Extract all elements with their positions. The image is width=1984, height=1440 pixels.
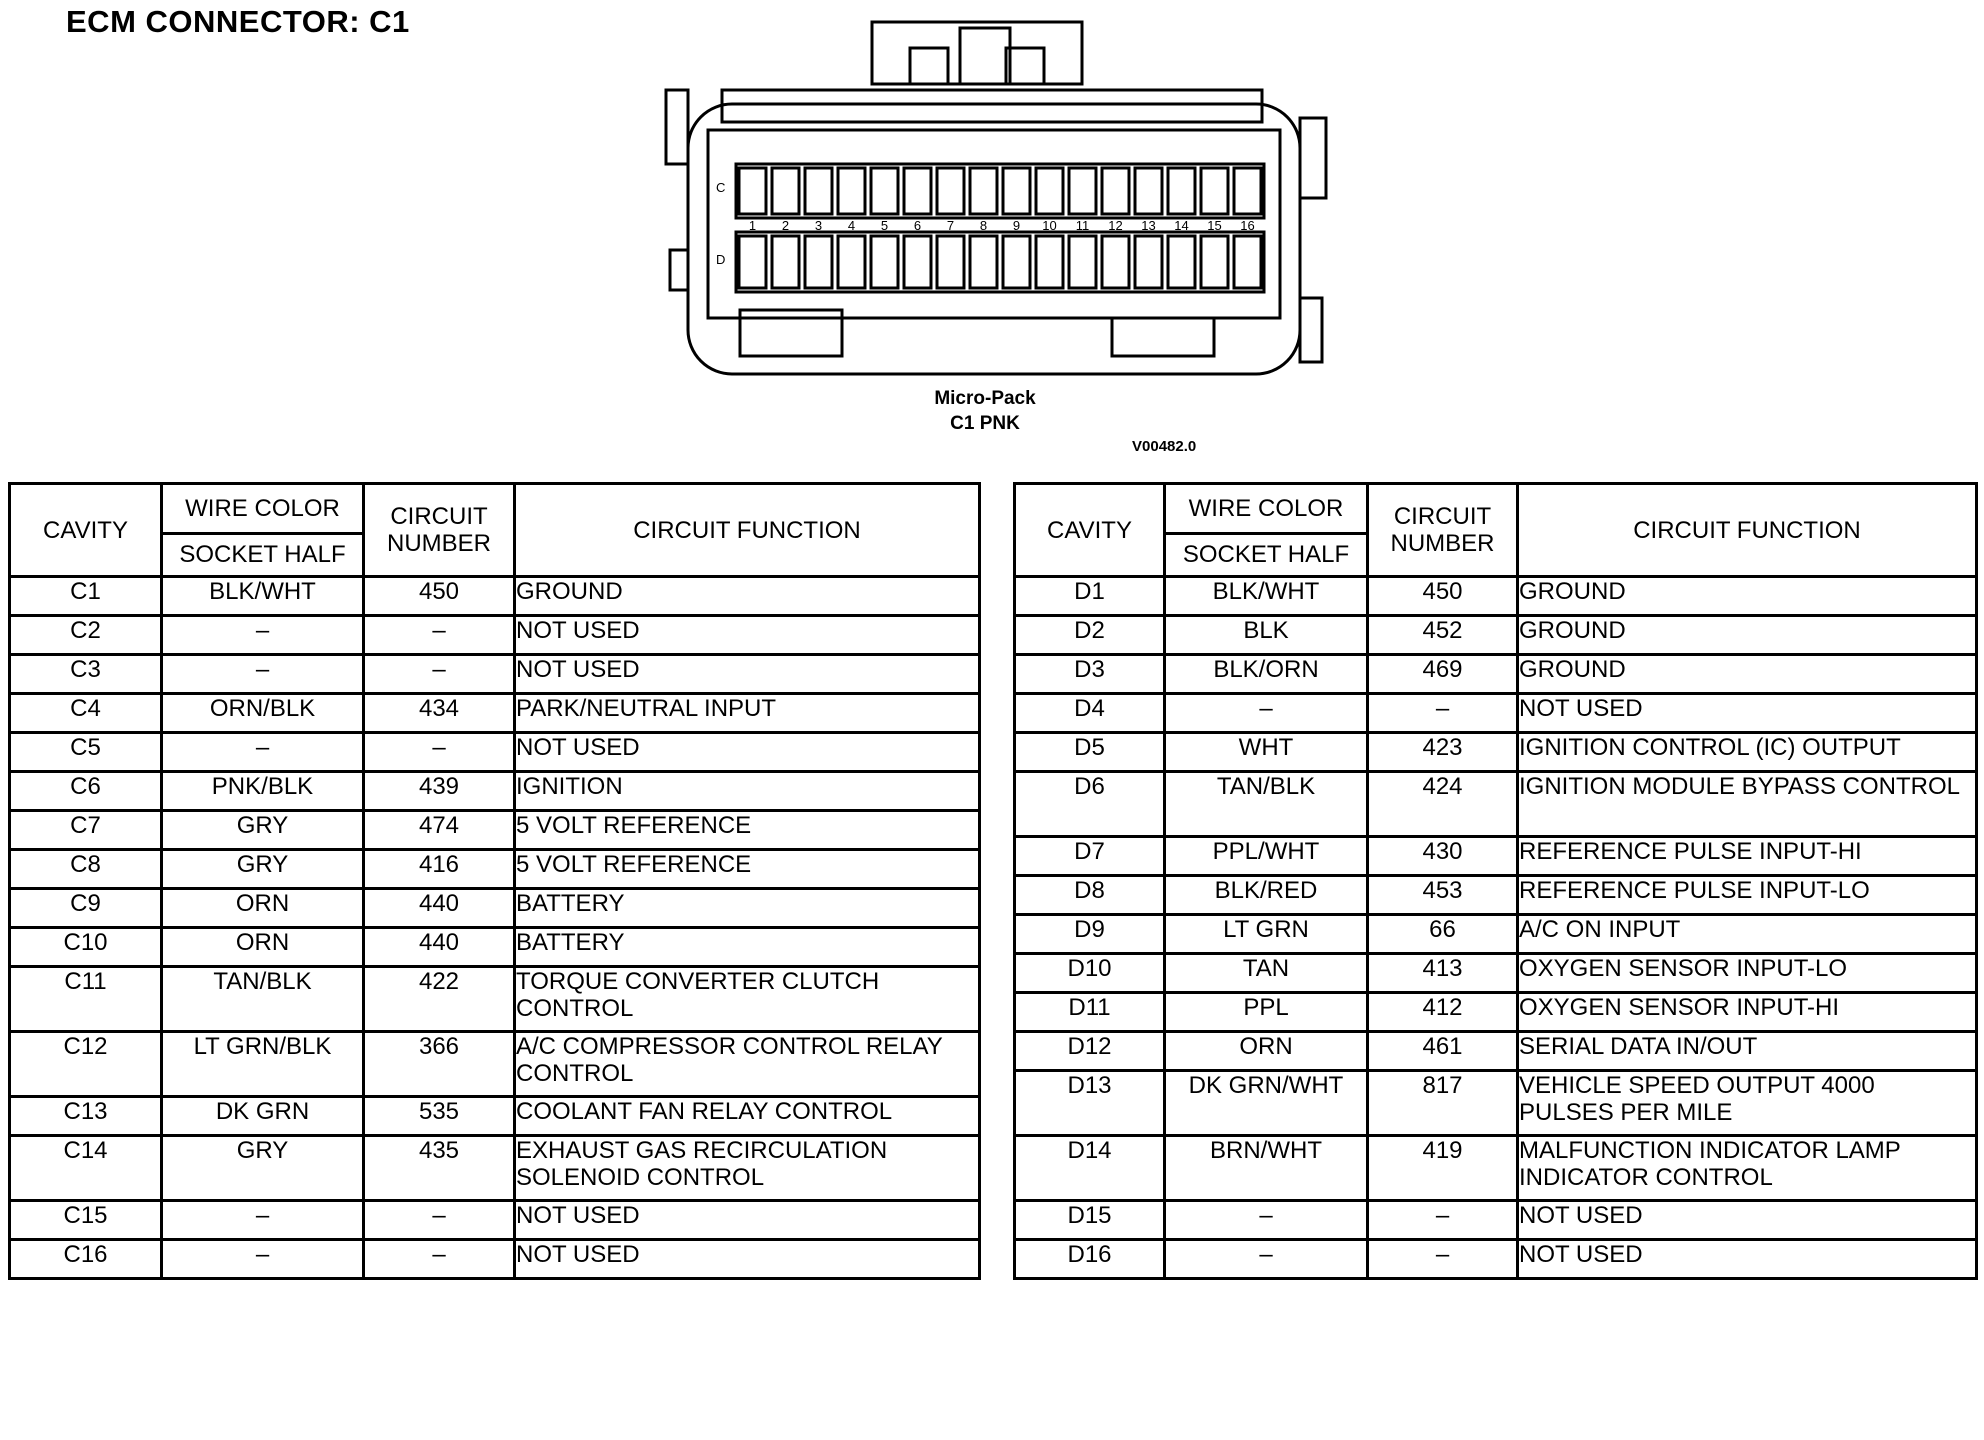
circuit-number-cell: 469	[1368, 655, 1518, 694]
table-row	[10, 1097, 980, 1136]
circuit-number-cell: 439	[364, 772, 515, 811]
circuit-number-cell: –	[1368, 1201, 1518, 1240]
cavity-cell: D8	[1015, 876, 1165, 915]
wire-color-cell: –	[162, 655, 364, 694]
wire-color-cell: –	[1165, 1201, 1368, 1240]
cavity-c	[904, 168, 931, 214]
table-row	[1015, 876, 1977, 915]
cavity-d	[1003, 236, 1030, 288]
circuit-number-cell: 817	[1368, 1071, 1518, 1136]
cavity-cell: D11	[1015, 993, 1165, 1032]
circuit-function-cell: BATTERY	[515, 889, 980, 928]
wire-color-cell: ORN/BLK	[162, 694, 364, 733]
wire-color-cell: GRY	[162, 1136, 364, 1201]
header-circuit-number-line1: CIRCUIT	[390, 503, 488, 530]
circuit-number-cell: 453	[1368, 876, 1518, 915]
cavity-d	[772, 236, 799, 288]
cavity-d	[1135, 236, 1162, 288]
cavity-c	[805, 168, 832, 214]
pinout-table-c	[8, 482, 981, 1280]
circuit-function-cell: NOT USED	[1518, 1201, 1977, 1240]
table-row	[10, 1032, 980, 1097]
row-label-c: C	[716, 180, 726, 195]
cavity-c	[1036, 168, 1063, 214]
table-row	[10, 889, 980, 928]
wire-color-cell: BLK/WHT	[162, 577, 364, 616]
circuit-function-cell: GROUND	[515, 577, 980, 616]
cavity-cell: C7	[10, 811, 162, 850]
cavity-d	[970, 236, 997, 288]
cavity-d	[1234, 236, 1261, 288]
header-circuit-function: CIRCUIT FUNCTION	[515, 484, 980, 577]
table-row	[10, 928, 980, 967]
wire-color-cell: LT GRN	[1165, 915, 1368, 954]
circuit-function-cell: GROUND	[1518, 616, 1977, 655]
cavity-d	[1036, 236, 1063, 288]
cavity-c	[1135, 168, 1162, 214]
cavity-c	[772, 168, 799, 214]
header-socket-half: SOCKET HALF	[1165, 533, 1368, 576]
cavity-c	[1201, 168, 1228, 214]
circuit-function-cell: REFERENCE PULSE INPUT-HI	[1518, 837, 1977, 876]
connector-caption	[880, 386, 1090, 436]
header-cavity: CAVITY	[1015, 484, 1165, 577]
cavity-d	[838, 236, 865, 288]
table-row	[1015, 577, 1977, 616]
header-circuit-number-line2: NUMBER	[1390, 530, 1495, 557]
circuit-number-cell: 474	[364, 811, 515, 850]
circuit-number-cell: 413	[1368, 954, 1518, 993]
wire-color-cell: BLK/WHT	[1165, 577, 1368, 616]
pin-number: 6	[913, 218, 922, 233]
cavity-cell: D16	[1015, 1240, 1165, 1279]
cavity-cell: C16	[10, 1240, 162, 1279]
wire-color-cell: ORN	[162, 928, 364, 967]
connector-body	[688, 104, 1300, 374]
table-row	[1015, 772, 1977, 837]
circuit-number-cell: 423	[1368, 733, 1518, 772]
pin-number: 12	[1108, 218, 1123, 233]
circuit-function-cell: IGNITION	[515, 772, 980, 811]
wire-color-cell: DK GRN	[162, 1097, 364, 1136]
cavity-d	[1201, 236, 1228, 288]
circuit-number-cell: 424	[1368, 772, 1518, 837]
cavity-cell: D1	[1015, 577, 1165, 616]
cavity-cell: C14	[10, 1136, 162, 1201]
circuit-number-cell: –	[364, 733, 515, 772]
pinout-rows-c	[10, 577, 980, 1279]
circuit-function-cell: A/C ON INPUT	[1518, 915, 1977, 954]
table-row	[10, 1240, 980, 1279]
pin-number: 13	[1141, 218, 1156, 233]
table-row	[1015, 616, 1977, 655]
header-circuit-number	[1368, 484, 1518, 577]
cavity-d	[937, 236, 964, 288]
circuit-number-cell: 440	[364, 889, 515, 928]
circuit-function-cell: OXYGEN SENSOR INPUT-LO	[1518, 954, 1977, 993]
circuit-number-cell: 535	[364, 1097, 515, 1136]
wire-color-cell: LT GRN/BLK	[162, 1032, 364, 1097]
cavity-row-d-cells	[739, 236, 1261, 288]
circuit-number-cell: 416	[364, 850, 515, 889]
circuit-function-cell: IGNITION CONTROL (IC) OUTPUT	[1518, 733, 1977, 772]
pin-number: 5	[880, 218, 889, 233]
table-row	[1015, 993, 1977, 1032]
table-row	[10, 616, 980, 655]
circuit-number-cell: 461	[1368, 1032, 1518, 1071]
cavity-cell: D9	[1015, 915, 1165, 954]
circuit-number-cell: –	[364, 1201, 515, 1240]
cavity-c	[871, 168, 898, 214]
circuit-number-cell: 434	[364, 694, 515, 733]
cavity-c	[1069, 168, 1096, 214]
pin-number: 16	[1240, 218, 1255, 233]
wire-color-cell: BLK	[1165, 616, 1368, 655]
row-label-d: D	[716, 252, 726, 267]
circuit-function-cell: TORQUE CONVERTER CLUTCH CONTROL	[515, 967, 980, 1032]
table-row	[1015, 1201, 1977, 1240]
page-title: ECM CONNECTOR: C1	[66, 4, 410, 39]
cavity-cell: D2	[1015, 616, 1165, 655]
cavity-cell: D13	[1015, 1071, 1165, 1136]
cavity-d	[904, 236, 931, 288]
table-row	[10, 850, 980, 889]
pin-number: 9	[1012, 218, 1021, 233]
header-cavity: CAVITY	[10, 484, 162, 577]
cavity-cell: D10	[1015, 954, 1165, 993]
cavity-d	[1102, 236, 1129, 288]
wire-color-cell: –	[162, 733, 364, 772]
circuit-number-cell: –	[364, 655, 515, 694]
wire-color-cell: –	[1165, 694, 1368, 733]
table-row	[10, 967, 980, 1032]
circuit-function-cell: REFERENCE PULSE INPUT-LO	[1518, 876, 1977, 915]
circuit-function-cell: GROUND	[1518, 577, 1977, 616]
wire-color-cell: PPL	[1165, 993, 1368, 1032]
cavity-c	[1234, 168, 1261, 214]
wire-color-cell: –	[162, 616, 364, 655]
cavity-c	[937, 168, 964, 214]
cavity-d	[739, 236, 766, 288]
figure-id: V00482.0	[1132, 438, 1197, 455]
circuit-number-cell: 452	[1368, 616, 1518, 655]
wire-color-cell: GRY	[162, 850, 364, 889]
cavity-cell: C4	[10, 694, 162, 733]
circuit-function-cell: NOT USED	[515, 1201, 980, 1240]
cavity-cell: C15	[10, 1201, 162, 1240]
cavity-cell: C6	[10, 772, 162, 811]
connector-diagram	[660, 18, 1340, 378]
pin-number: 14	[1174, 218, 1189, 233]
pin-number: 11	[1075, 218, 1090, 233]
cavity-d	[805, 236, 832, 288]
connector-color: C1 PNK	[950, 413, 1020, 434]
cavity-cell: C13	[10, 1097, 162, 1136]
table-row	[10, 1136, 980, 1201]
connector-name: Micro-Pack	[934, 388, 1036, 409]
circuit-number-cell: 422	[364, 967, 515, 1032]
table-row	[1015, 1032, 1977, 1071]
circuit-number-cell: 366	[364, 1032, 515, 1097]
cavity-d	[1168, 236, 1195, 288]
table-row	[1015, 1071, 1977, 1136]
pin-number: 1	[748, 218, 757, 233]
cavity-cell: D7	[1015, 837, 1165, 876]
table-row	[1015, 1240, 1977, 1279]
cavity-cell: D5	[1015, 733, 1165, 772]
circuit-number-cell: 440	[364, 928, 515, 967]
circuit-function-cell: MALFUNCTION INDICATOR LAMP INDICATOR CONTROL	[1518, 1136, 1977, 1201]
circuit-function-cell: NOT USED	[515, 655, 980, 694]
wire-color-cell: BRN/WHT	[1165, 1136, 1368, 1201]
cavity-cell: D14	[1015, 1136, 1165, 1201]
pin-number: 4	[847, 218, 856, 233]
table-row	[1015, 1136, 1977, 1201]
wire-color-cell: BLK/ORN	[1165, 655, 1368, 694]
circuit-number-cell: 435	[364, 1136, 515, 1201]
cavity-d	[871, 236, 898, 288]
table-row	[10, 655, 980, 694]
circuit-function-cell: EXHAUST GAS RECIRCULATION SOLENOID CONTROL	[515, 1136, 980, 1201]
cavity-cell: C9	[10, 889, 162, 928]
circuit-function-cell: GROUND	[1518, 655, 1977, 694]
circuit-number-cell: 66	[1368, 915, 1518, 954]
cavity-row-c-cells	[739, 168, 1261, 214]
cavity-cell: C8	[10, 850, 162, 889]
table-row	[1015, 655, 1977, 694]
circuit-function-cell: NOT USED	[1518, 1240, 1977, 1279]
pinout-rows-d	[1015, 577, 1977, 1279]
cavity-cell: C11	[10, 967, 162, 1032]
wire-color-cell: ORN	[162, 889, 364, 928]
circuit-function-cell: IGNITION MODULE BYPASS CONTROL	[1518, 772, 1977, 837]
header-socket-half: SOCKET HALF	[162, 533, 364, 576]
circuit-number-cell: –	[1368, 1240, 1518, 1279]
table-row	[1015, 694, 1977, 733]
wire-color-cell: –	[1165, 1240, 1368, 1279]
connector-top-latch	[872, 22, 1082, 84]
header-circuit-number-line2: NUMBER	[386, 530, 491, 557]
circuit-function-cell: OXYGEN SENSOR INPUT-HI	[1518, 993, 1977, 1032]
table-row	[10, 1201, 980, 1240]
wire-color-cell: GRY	[162, 811, 364, 850]
wire-color-cell: TAN/BLK	[1165, 772, 1368, 837]
cavity-c	[838, 168, 865, 214]
circuit-number-cell: 450	[364, 577, 515, 616]
pin-number: 2	[781, 218, 790, 233]
header-circuit-function: CIRCUIT FUNCTION	[1518, 484, 1977, 577]
wire-color-cell: –	[162, 1240, 364, 1279]
wire-color-cell: TAN/BLK	[162, 967, 364, 1032]
wire-color-cell: –	[162, 1201, 364, 1240]
header-wire-color: WIRE COLOR	[1165, 484, 1368, 534]
wire-color-cell: TAN	[1165, 954, 1368, 993]
cavity-cell: D6	[1015, 772, 1165, 837]
wire-color-cell: WHT	[1165, 733, 1368, 772]
pinout-table-d	[1013, 482, 1978, 1280]
wire-color-cell: ORN	[1165, 1032, 1368, 1071]
circuit-function-cell: VEHICLE SPEED OUTPUT 4000 PULSES PER MILE	[1518, 1071, 1977, 1136]
pin-number: 8	[979, 218, 988, 233]
table-row	[10, 772, 980, 811]
circuit-number-cell: 450	[1368, 577, 1518, 616]
circuit-function-cell: BATTERY	[515, 928, 980, 967]
circuit-function-cell: NOT USED	[515, 1240, 980, 1279]
wire-color-cell: DK GRN/WHT	[1165, 1071, 1368, 1136]
table-row	[1015, 733, 1977, 772]
table-row	[10, 694, 980, 733]
cavity-d	[1069, 236, 1096, 288]
table-row	[1015, 915, 1977, 954]
cavity-c	[1102, 168, 1129, 214]
cavity-cell: C10	[10, 928, 162, 967]
cavity-cell: C2	[10, 616, 162, 655]
circuit-function-cell: 5 VOLT REFERENCE	[515, 850, 980, 889]
wire-color-cell: BLK/RED	[1165, 876, 1368, 915]
wire-color-cell: PPL/WHT	[1165, 837, 1368, 876]
circuit-number-cell: 419	[1368, 1136, 1518, 1201]
circuit-number-cell: 412	[1368, 993, 1518, 1032]
cavity-c	[1168, 168, 1195, 214]
cavity-cell: C3	[10, 655, 162, 694]
cavity-c	[739, 168, 766, 214]
circuit-function-cell: A/C COMPRESSOR CONTROL RELAY CONTROL	[515, 1032, 980, 1097]
header-circuit-number-line1: CIRCUIT	[1393, 503, 1492, 530]
cavity-row-c	[736, 164, 1264, 218]
table-row	[1015, 954, 1977, 993]
circuit-function-cell: NOT USED	[1518, 694, 1977, 733]
cavity-c	[1003, 168, 1030, 214]
cavity-cell: C1	[10, 577, 162, 616]
header-circuit-number	[364, 484, 515, 577]
wire-color-cell: PNK/BLK	[162, 772, 364, 811]
circuit-function-cell: COOLANT FAN RELAY CONTROL	[515, 1097, 980, 1136]
cavity-cell: C12	[10, 1032, 162, 1097]
circuit-function-cell: SERIAL DATA IN/OUT	[1518, 1032, 1977, 1071]
circuit-function-cell: NOT USED	[515, 616, 980, 655]
circuit-number-cell: –	[364, 616, 515, 655]
cavity-cell: D4	[1015, 694, 1165, 733]
header-wire-color: WIRE COLOR	[162, 484, 364, 534]
cavity-cell: D15	[1015, 1201, 1165, 1240]
cavity-cell: C5	[10, 733, 162, 772]
circuit-function-cell: NOT USED	[515, 733, 980, 772]
cavity-c	[970, 168, 997, 214]
pin-number: 7	[946, 218, 955, 233]
table-row	[10, 733, 980, 772]
pin-number: 3	[814, 218, 823, 233]
circuit-number-cell: –	[364, 1240, 515, 1279]
pin-number: 15	[1207, 218, 1222, 233]
table-row	[10, 577, 980, 616]
circuit-function-cell: 5 VOLT REFERENCE	[515, 811, 980, 850]
connector-lock-right	[1112, 318, 1214, 356]
table-row	[1015, 837, 1977, 876]
pin-number: 10	[1042, 218, 1057, 233]
cavity-row-d	[736, 232, 1264, 292]
table-row	[10, 811, 980, 850]
circuit-number-cell: –	[1368, 694, 1518, 733]
circuit-function-cell: PARK/NEUTRAL INPUT	[515, 694, 980, 733]
cavity-cell: D12	[1015, 1032, 1165, 1071]
circuit-number-cell: 430	[1368, 837, 1518, 876]
cavity-cell: D3	[1015, 655, 1165, 694]
